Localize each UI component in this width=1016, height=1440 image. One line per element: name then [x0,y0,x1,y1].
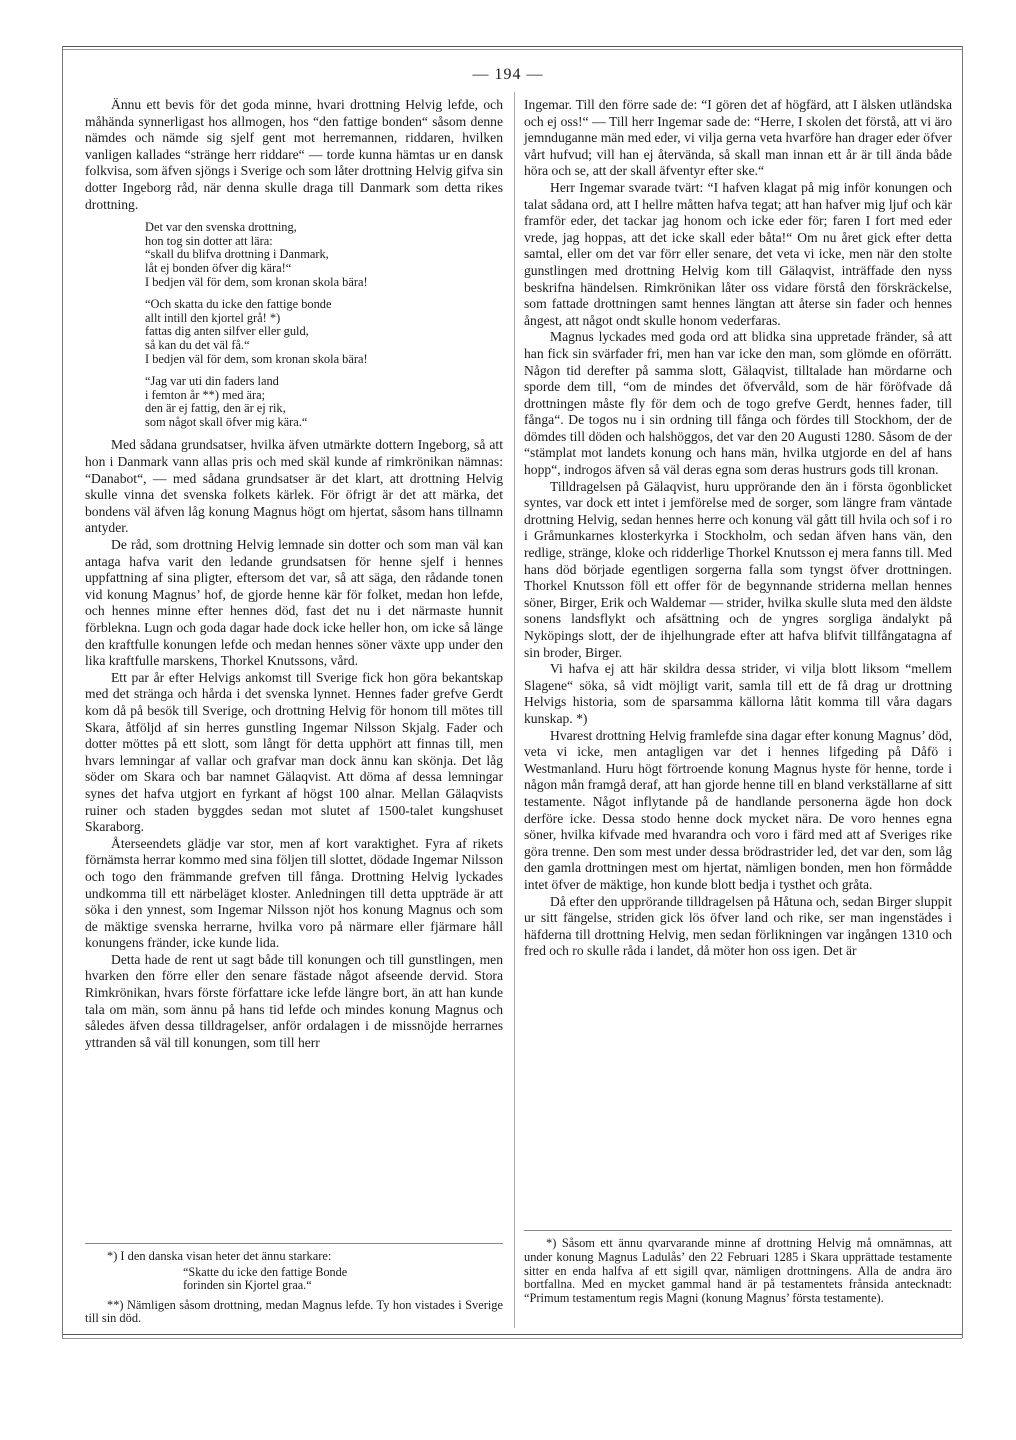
paragraph: Vi hafva ej att här skildra dessa strider, vi vilja blott liksom “mellem Slagene“ söka, så vidt möjligt varit, samla till ett de få drag ur drottning Helvigs historia, som de sparsamma källorna låtit komma till våra dagars kunskap. *) [524,661,952,726]
verse-line: låt ej bonden öfver dig kära!“ [145,260,292,275]
paragraph: Med sådana grundsatser, hvilka äfven utmärkte dottern Ingeborg, så att hon i Danmark vann allas pris och med skäl kunde af rimkrönikan nämnas: “Danabot“, — med sådana grundsatser är det klart, att drottning Helvig skulle vinna det svenska folkets kärlek. För öfrigt är det att märka, det bondens väl äfven låg konung Magnus högt om hjertat, såsom hans tillnamn antyder. [85,437,503,536]
paragraph: Återseendets glädje var stor, men af kort varaktighet. Fyra af rikets förnämsta herrar kommo med sina följen till slottet, dödade Ingemar Nilsson och togo den främmande grefven till fånga. Drottning Helvig lyckades undkomma till ett närbeläget kloster. Anledningen till detta uppträde är att söka i den ynnest, som Ingemar Nilsson njöt hos konung Magnus och som de mäktige svenska herrarne, hvilka voro på närmare eller fjärmare håll konungens fränder, icke kunde lida. [85,835,503,951]
paragraph: Ännu ett bevis för det goda minne, hvari drottning Helvig lefde, och måhända synnerligast hos allmogen, hos “den fattige bonden“ såsom denne nämdes och nämde sig sjelf gent mot herremannen, riddaren, hvilken vanligen kallades “stränge herr riddare“ — torde kunna hämtas ur en dansk folkvisa, som äfven sjöngs i Sverige och som låter drottning Helvig gifva sin dotter Ingeborg råd, när denna skulle draga till Danmark som detta rikes drottning. [85,97,503,212]
paragraph: Magnus lyckades med goda ord att blidka sina uppretade fränder, så att han fick sin svärfader fri, men han var icke den man, som glömde en oförrätt. Någon tid derefter på samma slott, Gälaqvist, tilltalade han mördarne och sporde dem till, “om de mindes det öfvervåld, som de här föröfvade då drottningen måste fly för dem och de togo grefve Gerdt, hennes fader, till fånga“. De togos nu i sin ordning till fånga och fördes till Stockhom, der de dömdes till döden och halshöggos, det var den 20 Augusti 1280. Såsom de der “stämplat mot landets konung och hans män, hvilka utgjorde en del af hans hopp“, indrogos äfven så väl deras egna som deras hustrurs gods till kronan. [524,329,952,478]
verse-line: “Skatte du icke den fattige Bonde [183,1264,348,1279]
page-frame-right-rule [962,46,963,1338]
verse-line: hon tog sin dotter att lära: [145,233,273,248]
verse-line: som något skall öfver mig kära.“ [145,414,308,429]
page-frame-bottom-rule-inner [62,1338,962,1339]
folk-song-verse [145,221,503,429]
left-column [85,97,503,1051]
paragraph: Då efter den upprörande tilldragelsen på Håtuna och, sedan Birger sluppit ur sitt fängelse, striden gick lös öfver land och rike, ser man ingenstädes i häfderna till drottning Helvig, men sedan förlikningen var ingången 1310 och fred och ro skulle råda i landet, då möter hon oss igen. Det är [524,893,952,959]
verse-line: fattas dig anten silfver eller guld, [145,324,309,339]
column-divider [514,92,515,1328]
verse-line: så kan du det väl få.“ [145,337,250,352]
footnote: *) I den danska visan heter det ännu starkare: [107,1249,332,1263]
verse-line: “skall du blifva drottning i Danmark, [145,247,329,262]
paragraph: Ingemar. Till den förre sade de: “I gören det af högfärd, att I älsken utländska och ej oss!“ — Till herr Ingemar sade de: “Herre, I skolen det förstå, att vi äro jemnduganne män med eder, vi vilja gerna veta hvarföre han drager eder öfver vårt hufvud; vill han ej återvända, så skall man innan ett år är till ända både höra och se, att der skall äfventyr efter ske.“ [524,97,952,179]
verse-stanza [145,221,503,289]
paragraph: Herr Ingemar svarade tvärt: “I hafven klagat på mig inför konungen och talat sådana ord, att I hellre måtten hafva tegat; att han hafver mig ljuf och kär framför eder, det tackar jag honom och icke eder för; faren I fort med eder vrede, jag hoppas, att det icke skall eder båta!“ Om nu året gick efter detta samtal, eller om det var förr eller senare, det veta vi icke, men när den stolte gunstlingen med drottning Helvig kom till Gälaqvist, inträffade den nyss beskrifna händelsen. Rimkrönikan låter oss vidare förstå den förskräckelse, som fattade drottningen samt hennes längtan att återse sin fader och hennes ångest, att något ondt skulle honom vederfaras. [524,179,952,328]
paragraph: Ett par år efter Helvigs ankomst till Sverige fick hon göra bekantskap med det stränga och hårda i det svenska lynnet. Hennes fader grefve Gerdt kom då på besök till Sverige, och drottning Helvig för honom till mötes till Skara, åtföljd af sin herres gunstling Ingemar Nilsson Skjalg. Fader och dotter möttes på ett slott, som långt för detta upphört att finnas till, men hvars lemningar af vallar och grafvar man dock ännu kan skönja. Det låg söder om Skara och bar namnet Gälaqvist. Att döma af dessa lemningar synes det hafva utgjort en fyrkant af högst 100 alnar. Mellan Gälaqvists ruiner och staden byggdes sedan mot slutet af 1500-talet kungshuset Skaraborg. [85,669,503,835]
footnote: *) Såsom ett ännu qvarvarande minne af drottning Helvig må omnämnas, att under konung Magnus Ladulås’ den 22 Februari 1285 i Skara upprättade testamente sitter en enda halfva af ett sigill qvar, nämligen drottningens. Alla de andra äro bortfallna. Med en mycket gammal hand är på testamentets frånsida antecknadt: “Primum testamentum regis Magni (konung Magnus’ första testamente). [524,1236,952,1306]
footnote-rule [524,1230,952,1231]
verse-line: allt intill den kjortel grå! *) [145,310,281,325]
verse-stanza [145,375,503,429]
verse-line: I bedjen väl för dem, som kronan skola bära! [145,274,368,289]
footnotes-left [85,1243,503,1326]
page-frame-bottom-rule [62,1334,962,1335]
page-number: — 194 — [472,66,544,83]
verse-stanza [145,298,503,366]
verse-line: “Och skatta du icke den fattige bonde [145,297,332,312]
footnote-rule [85,1243,503,1244]
verse-line: Det var den svenska drottning, [145,220,297,235]
verse-line: “Jag var uti din faders land [145,374,279,389]
verse-line: forinden sin Kjortel graa.“ [183,1278,312,1293]
page-frame-top-rule-inner [62,49,962,50]
verse-line: I bedjen väl för dem, som kronan skola bära! [145,351,368,366]
page-frame-top-rule [62,46,962,47]
footnote-verse [183,1266,503,1293]
page-frame-left-rule [62,46,63,1338]
right-column [524,97,952,960]
paragraph: Detta hade de rent ut sagt både till konungen och till gunstlingen, men hvarken den förre eller den senare fästade något afseende dervid. Stora Rimkrönikan, hvars förste författare icke lefde längre bort, än att han kunde tala om män, som ännu på hans tid lefde och mindes konung Magnus och således äfven dessa tilldragelser, anför ordalagen i de missnöjde herrarnes yttranden så väl till konungen, som till herr [85,951,503,1050]
verse-line: den är ej fattig, den är ej rik, [145,401,286,416]
paragraph: Hvarest drottning Helvig framlefde sina dagar efter konung Magnus’ död, veta vi icke, men antagligen var det i hennes lifgeding på Dåfö i Westmanland. Huru högt förtroende konung Magnus hyste för henne, torde i någon mån framgå deraf, att han gjorde henne till en bland verkställarne af sitt testamente. Något inflytande på de handlande personerna ägde hon dock derföre icke. Dessa stodo henne dock mycket nära. De voro hennes egna söner, hvilka kifvade med hvarandra och voro i färd med att af Sveriges rike göra trenne. Den som mest under dessa brödrastrider led, det var den, som låg den gamla drottningen mest om hjertat, nämligen bonden, men hon förmådde intet öfver de mäktige, hon kunde blott bedja i tysthet och gråta. [524,727,952,892]
verse-line: i femton år **) med ära; [145,387,266,402]
footnotes-right [524,1230,952,1306]
footnote: **) Nämligen såsom drottning, medan Magnus lefde. Ty hon vistades i Sverige till sin död. [85,1297,503,1326]
paragraph: De råd, som drottning Helvig lemnade sin dotter och som man väl kan antaga hafva varit den ledande grundsatsen för henne sjelf i hennes uppfattning af sina pligter, eftersom det var, så att säga, den rådande tonen vid konung Magnus’ hof, de gjorde henne kär för folket, medan hon lefde, och hennes minne efter hennes död, fast det nu i det närmaste hunnit förblekna. Lugn och goda dagar hade dock icke heller hon, om icke så länge den kraftfulle konungen lefde och medan hennes söner växte upp under den lika kraftfulle marskens, Thorkel Knutssons, vård. [85,537,503,669]
paragraph: Tilldragelsen på Gälaqvist, huru upprörande den än i första ögonblicket syntes, var dock ett intet i jemförelse med de sorger, som längre fram väntade drottning Helvig, sedan hennes herre och konung väl gått till hvila och sof i ro i Gråmunkarnes klosterkyrka i Stockholm, och sedan äfven hans vän, den redlige, stränge, kloke och ridderlige Thorkel Knutsson ej mera fanns till. Med hans död började egentligen sorgerna falla som tyngst öfver drottningen. Thorkel Knutsson föll ett offer för de begynnande striderna mellan hennes söner, Birger, Erik och Waldemar — strider, hvilka skulle sluta med den äldste sonens landsflykt och afsättning och de yngres sorgliga ändalykt på Nyköpings slott, der de ihjelhungrade efter att hafva blifvit tillfångatagna af sin broder, Birger. [524,478,952,660]
